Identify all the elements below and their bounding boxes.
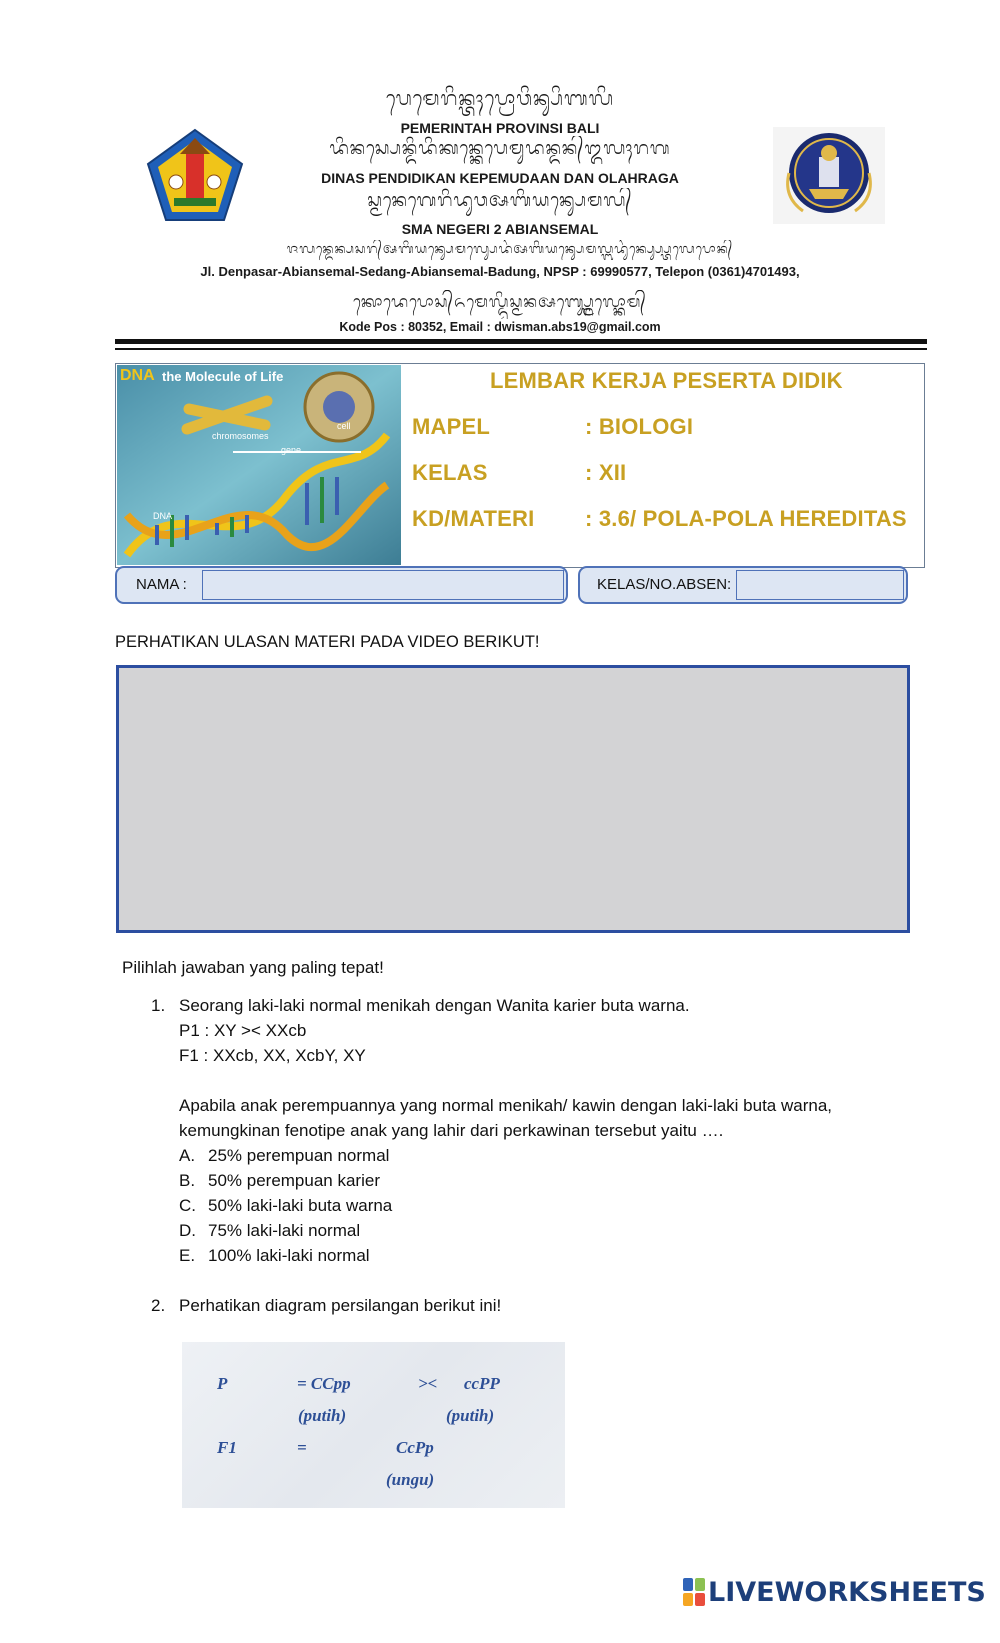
- balinese-script-line-4: ᬚᬮᬦ᭄ᬤᬾᬦ᭄ᬧᬲᬭ᭄ᬅᬩᬶᬬᬦ᭄ᬲᬾᬫᬮ᭄ᬲᬾᬤᬂᬅᬩᬶᬬᬦ᭄ᬲᬾᬫᬮ᭄ᬩᬤᬸᬂᬦ᭄ᬧ᭄ᬲ᭄ᬧ᭄ᬢᬾᬮᬾᬧᭀᬦ᭄: [286, 242, 734, 257]
- kelas-absen-label: KELAS/NO.ABSEN:: [597, 576, 732, 593]
- option-c-text[interactable]: 50% laki-laki buta warna: [208, 1196, 393, 1215]
- cross-p-right-phenotype: (putih): [446, 1406, 495, 1425]
- kelas-value: : XII: [585, 460, 627, 485]
- question-1-text: Seorang laki-laki normal menikah dengan Wanita karier buta warna.: [179, 996, 690, 1015]
- balinese-script-line-5: ᬓᭀᬤᬾᬧᭀᬲ᭄ᬏᬫᬾᬮ᭄ᬤ᭄ᬯᬶᬲ᭄ᬫᬦᬅᬩ᭄ᬲ᭄ᬕ᭄ᬫᬾᬮ᭄ᬓᭀᬫ᭄: [353, 292, 647, 311]
- school-address: Jl. Denpasar-Abiansemal-Sedang-Abiansemal-Badung, NPSP : 69990577, Telepon (0361)4701493,: [200, 264, 800, 279]
- government-name: PEMERINTAH PROVINSI BALI: [400, 120, 600, 136]
- education-office-emblem: [773, 127, 885, 224]
- question-2-text: Perhatikan diagram persilangan berikut ini!: [179, 1296, 502, 1315]
- dna-illustration: [117, 365, 401, 565]
- sheet-title: LEMBAR KERJA PESERTA DIDIK: [490, 368, 843, 393]
- cross-diagram-image: [182, 1342, 565, 1508]
- option-a-letter: A.: [179, 1146, 196, 1165]
- nama-label: NAMA :: [136, 576, 187, 593]
- letterhead-rule-thick: [115, 339, 927, 344]
- dna-image-label-dna: DNA: [153, 511, 173, 521]
- option-b-letter: B.: [179, 1171, 196, 1190]
- dna-image-title-rest: the Molecule of Life: [162, 369, 284, 384]
- option-c-letter: C.: [179, 1196, 196, 1215]
- cross-f1-genotype: CcPp: [396, 1438, 434, 1457]
- cross-p-right-genotype: ccPP: [464, 1374, 500, 1393]
- option-e-text[interactable]: 100% laki-laki normal: [208, 1246, 370, 1265]
- liveworksheets-icon: [683, 1578, 705, 1606]
- embedded-video-player[interactable]: [116, 665, 910, 933]
- option-d-text[interactable]: 75% laki-laki normal: [208, 1221, 361, 1240]
- liveworksheets-wordmark: LIVEWORKSHEETS: [708, 1576, 986, 1608]
- school-contact: Kode Pos : 80352, Email : dwisman.abs19@gmail.com: [339, 320, 661, 334]
- cross-f1-phenotype: (ungu): [386, 1470, 435, 1489]
- liveworksheets-logo: [683, 1575, 986, 1609]
- question-1-f1: F1 : XXcb, XX, XcbY, XY: [179, 1046, 366, 1065]
- dna-image-label-gene: gene: [281, 445, 302, 455]
- cross-p-label: P: [217, 1374, 228, 1393]
- dna-image-label-cell: cell: [337, 421, 351, 431]
- question-1-stem-line-1: Apabila anak perempuannya yang normal menikah/ kawin dengan laki-laki buta warna,: [179, 1096, 833, 1115]
- question-1-number: 1.: [151, 996, 166, 1015]
- question-1-p1: P1 : XY >< XXcb: [179, 1021, 307, 1040]
- school-name: SMA NEGERI 2 ABIANSEMAL: [401, 221, 599, 237]
- balinese-script-line-3: ᬲ᭄ᬫᬦᬾᬕᬾᬭᬶᬤᬸᬯᬅᬩᬶᬬᬦ᭄ᬲᬾᬫᬮ᭄: [367, 190, 633, 211]
- option-b-text[interactable]: 50% perempuan karier: [208, 1171, 380, 1190]
- cross-f1-label: F1: [217, 1438, 237, 1457]
- cross-symbol: ><: [418, 1374, 438, 1393]
- kd-materi-value: : 3.6/ POLA-POLA HEREDITAS: [585, 506, 907, 531]
- nama-input[interactable]: [202, 570, 564, 600]
- option-a-text[interactable]: 25% perempuan normal: [208, 1146, 390, 1165]
- option-d-letter: D.: [179, 1221, 196, 1240]
- dna-image-title-dna: DNA: [120, 367, 155, 384]
- letterhead-rule-thin: [115, 348, 927, 350]
- balinese-script-line-2: ᬤᬶᬦᬲ᭄ᬧᬾᬦ᭄ᬤᬶᬤᬶᬓᬦ᭄ᬓᬾᬧᬾᬫᬸᬤᬦ᭄ᬤᬦ᭄ᬑᬮᬄᬭᬕ: [329, 138, 671, 159]
- balinese-script-line-1: ᬧᬾᬫᬾᬭᬶᬦ᭄ᬢᬄᬧ᭄ᬭᭀᬯᬶᬦ᭄ᬲᬶᬩᬮᬶ: [385, 86, 615, 110]
- cross-p-left-genotype: = CCpp: [297, 1374, 351, 1393]
- kd-materi-label: KD/MATERI: [412, 506, 535, 531]
- dna-image-label-chromosomes: chromosomes: [212, 431, 269, 441]
- choose-instruction: Pilihlah jawaban yang paling tepat!: [122, 958, 384, 977]
- bali-province-emblem: [146, 128, 244, 222]
- question-2-number: 2.: [151, 1296, 166, 1315]
- option-e-letter: E.: [179, 1246, 196, 1265]
- department-name: DINAS PENDIDIKAN KEPEMUDAAN DAN OLAHRAGA: [321, 170, 679, 186]
- video-instruction: PERHATIKAN ULASAN MATERI PADA VIDEO BERIKUT!: [115, 633, 540, 651]
- kelas-absen-input[interactable]: [736, 570, 904, 600]
- cross-f1-equals: =: [297, 1438, 307, 1457]
- cross-p-left-phenotype: (putih): [298, 1406, 347, 1425]
- kelas-label: KELAS: [412, 460, 488, 485]
- mapel-value: : BIOLOGI: [585, 414, 694, 439]
- question-1-stem-line-2: kemungkinan fenotipe anak yang lahir dari perkawinan tersebut yaitu ….: [179, 1121, 724, 1140]
- mapel-label: MAPEL: [412, 414, 490, 439]
